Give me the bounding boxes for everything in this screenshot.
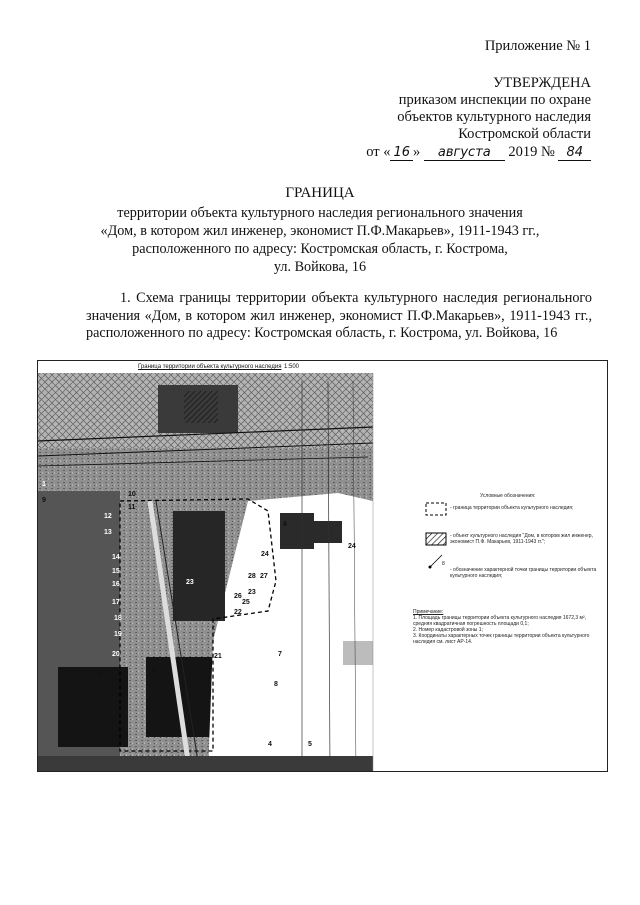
point-label: 17 <box>112 599 120 606</box>
point-label: 5 <box>308 741 312 748</box>
order-date-line <box>366 144 591 161</box>
point-label: 1 <box>42 481 46 488</box>
point-label: 12 <box>104 513 112 520</box>
point-label: 18 <box>114 615 122 622</box>
point-label: 16 <box>112 581 120 588</box>
map-notes <box>413 609 603 645</box>
legend-marker-number: 8 <box>442 561 445 567</box>
date-mid: » <box>413 144 421 160</box>
point-label: 9 <box>42 497 46 504</box>
order-line-1: приказом инспекции по охране <box>398 92 591 108</box>
building-24 <box>280 513 314 549</box>
point-label: 28 <box>248 573 256 580</box>
point-label: 4 <box>268 741 272 748</box>
date-month: августа <box>424 145 505 161</box>
building-24b <box>314 521 342 543</box>
document-heading: ГРАНИЦА <box>285 185 355 201</box>
order-line-3: Костромской области <box>458 126 591 142</box>
map-title: Граница территории объекта культурного наследия <box>138 364 282 370</box>
point-label: 19 <box>114 631 122 638</box>
point-label: 24 <box>261 551 269 558</box>
point-label: 23 <box>248 589 256 596</box>
building-label: 24 <box>348 543 356 550</box>
point-label: 22 <box>234 609 242 616</box>
note-item: 2. Номер кадастровой зоны 1; <box>413 627 483 633</box>
point-label: 26 <box>234 593 242 600</box>
legend-point-line <box>430 555 442 567</box>
point-label: 25 <box>242 599 250 606</box>
point-label: 11 <box>128 504 136 511</box>
appendix-label: Приложение № 1 <box>484 38 591 54</box>
date-prefix: от « <box>366 144 391 160</box>
date-day: 16 <box>390 145 413 161</box>
map-scale: 1:500 <box>284 364 300 370</box>
bottom-strip <box>38 756 373 772</box>
legend-text: - обозначение характерной точки границы территории объекта культурного наследия; <box>450 567 597 579</box>
legend-title: Условные обозначения: <box>480 493 536 499</box>
notes-title: Примечание: <box>413 609 444 615</box>
note-item: 3. Координаты характерных точек границы территории объекта культурного наследия см. лист АР-14. <box>413 633 590 645</box>
point-label: 14 <box>112 554 120 561</box>
title-line-1: территории объекта культурного наследия регионального значения <box>117 205 523 221</box>
object-outbuilding <box>173 511 225 621</box>
legend-boundary-symbol <box>426 503 446 515</box>
point-label: 2 <box>98 671 102 678</box>
point-label: 10 <box>128 491 136 498</box>
building-lower-left <box>58 667 128 747</box>
approved-label: УТВЕРЖДЕНА <box>493 75 591 91</box>
title-line-4: ул. Войкова, 16 <box>273 259 367 275</box>
point-label: 8 <box>274 681 278 688</box>
title-line-2: «Дом, в котором жил инженер, экономист П.Ф.Макарьев», 1911-1943 гг., <box>100 223 540 239</box>
note-item: 1. Площадь границы территории объекта культурного наследия 1672,3 м², средняя квадратичная погрешность площади 0,1; <box>413 615 587 627</box>
point-label: 7 <box>278 651 282 658</box>
order-number: 84 <box>558 145 591 161</box>
building-top-hatch <box>184 391 218 423</box>
building-right-small <box>343 641 373 665</box>
point-label: 15 <box>112 568 120 575</box>
legend-text: - объект культурного наследия "Дом, в котором жил инженер, экономист П.Ф. Макарьев, 1911-1943 гг."; <box>450 533 593 545</box>
date-year: 2019 № <box>508 144 555 160</box>
point-label: 27 <box>260 573 268 580</box>
point-label: 21 <box>214 653 222 660</box>
legend-object-symbol <box>426 533 446 545</box>
order-line-2: объектов культурного наследия <box>397 109 591 125</box>
title-line-3: расположенного по адресу: Костромская область, г. Кострома, <box>132 241 508 257</box>
point-label: 6 <box>283 521 287 528</box>
point-label: 20 <box>112 651 120 658</box>
scheme-paragraph: 1. Схема границы территории объекта культурного наследия регионального значения «Дом, в котором жил инженер, экономист П.Ф.Макарьев», 1911-1943 гг., расположенного по адресу: Костромская область, г. Кострома, ул. Войкова, 16 <box>86 290 592 342</box>
legend-point-dot <box>429 566 432 569</box>
building-label: 23 <box>186 579 194 586</box>
legend-text: - граница территории объекта культурного наследия; <box>450 505 574 511</box>
point-label: 3 <box>152 667 156 674</box>
point-label: 13 <box>104 529 112 536</box>
boundary-map <box>37 360 608 772</box>
